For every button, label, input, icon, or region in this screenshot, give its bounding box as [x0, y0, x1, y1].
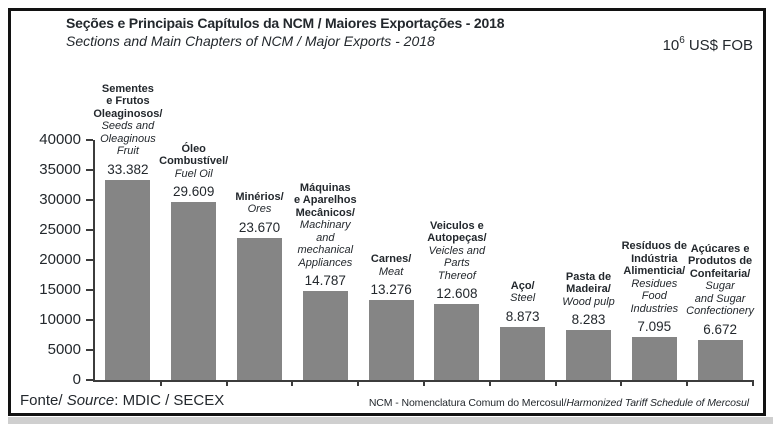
bar-label-en-line: Machinary	[299, 219, 351, 232]
unit-suffix: US$ FOB	[688, 37, 753, 54]
bar-label-10	[668, 243, 772, 337]
x-tick-mark	[226, 380, 228, 386]
bar-label-pt-line: Autopeças/	[427, 232, 487, 245]
source-prefix: Fonte/	[20, 392, 63, 409]
bar-value-label: 8.873	[505, 308, 540, 324]
y-tick-label: 20000	[39, 251, 81, 268]
plot-area	[93, 82, 755, 380]
y-tick-label: 35000	[39, 161, 81, 178]
bar-label-en-line: Oleaginous	[100, 132, 156, 145]
bar-value-label: 8.283	[571, 312, 606, 328]
bar-label-en-line: Food	[641, 290, 667, 303]
ncm-note	[369, 397, 749, 409]
bar-label-pt-line: Produtos de	[688, 255, 753, 268]
unit-base: 10	[662, 37, 680, 54]
y-tick-mark	[86, 319, 93, 321]
x-tick-mark	[357, 380, 359, 386]
ncm-note-regular: NCM - Nomenclatura Comum do Mercosul/	[368, 397, 567, 409]
unit-exponent: 6	[679, 35, 685, 46]
y-tick-mark	[86, 289, 93, 291]
bar-label-en-line: Meat	[378, 265, 404, 278]
bar-label-pt-line: e Aparelhos	[294, 194, 357, 207]
bar-label-pt-line: Resíduos de	[621, 240, 687, 253]
bar-value-label: 29.609	[173, 184, 215, 200]
bar-label-en-line: Thereof	[437, 269, 476, 282]
bar-label-en-line: Veicles and	[428, 244, 486, 257]
y-tick-label: 30000	[39, 191, 81, 208]
y-tick-label: 25000	[39, 221, 81, 238]
ncm-note-italic: Harmonized Tariff Schedule of Mercosul	[566, 397, 749, 409]
bar-label-pt-line: Carnes/	[370, 253, 412, 266]
bar-7	[500, 327, 545, 380]
bar-label-pt-line: Indústria	[631, 252, 678, 265]
bar-label-pt-line: Açúcares e	[690, 242, 750, 255]
bar-label-en-line: and Sugar	[694, 292, 746, 305]
bar-4	[303, 291, 348, 380]
x-tick-mark	[291, 380, 293, 386]
bar-label-en-line: Fuel Oil	[174, 167, 213, 180]
bar-label-en-line: Sugar	[705, 280, 735, 293]
bar-8	[566, 330, 611, 380]
y-tick-mark	[86, 379, 93, 381]
bar-label-pt-line: Confeitaria/	[689, 267, 751, 280]
bar-value-label: 13.276	[370, 282, 412, 298]
bar-label-en-line: mechanical	[297, 244, 354, 257]
bar-value-label: 12.608	[436, 286, 478, 302]
bar-9	[632, 337, 677, 380]
y-tick-mark	[86, 229, 93, 231]
bar-label-pt-line: Aço/	[510, 279, 535, 292]
bar-label-en-line: Appliances	[298, 256, 353, 269]
bar-label-en-line: Wood pulp	[562, 295, 615, 308]
bar-value-label: 7.095	[637, 319, 672, 335]
bar-label-pt-line: Minérios/	[235, 190, 284, 203]
source-word: Source	[66, 392, 115, 409]
bar-label-en-line: and	[316, 231, 335, 244]
bar-5	[369, 300, 414, 380]
bar-1	[105, 180, 150, 380]
bar-label-pt-line: Pasta de	[565, 270, 612, 283]
x-tick-mark	[752, 380, 754, 386]
bar-label-en-line: Steel	[510, 292, 536, 305]
bar-label-pt-line: e Frutos	[106, 95, 150, 108]
bar-label-pt-line: Veiculos e	[429, 219, 484, 232]
bar-10	[698, 340, 743, 380]
x-tick-mark	[686, 380, 688, 386]
bar-label-pt-line: Sementes	[101, 82, 154, 95]
x-tick-mark	[423, 380, 425, 386]
chart-subtitle: Sections and Main Chapters of NCM / Major Exports - 2018	[66, 33, 435, 49]
bar-label-pt-line: Óleo	[181, 142, 206, 155]
source-note	[20, 392, 224, 409]
y-tick-label: 40000	[39, 131, 81, 148]
bar-label-pt-line: Mecânicos/	[295, 206, 355, 219]
unit-label	[663, 36, 753, 54]
y-tick-mark	[86, 199, 93, 201]
bar-value-label: 6.672	[703, 321, 737, 337]
bar-label-en-line: Residues	[631, 277, 678, 290]
x-tick-mark	[620, 380, 622, 386]
bar-value-label: 33.382	[107, 161, 149, 177]
bar-label-pt-line: Combustível/	[159, 155, 229, 168]
y-tick-label: 10000	[39, 311, 81, 328]
bar-value-label: 23.670	[238, 219, 281, 235]
x-tick-mark	[555, 380, 557, 386]
y-tick-mark	[86, 259, 93, 261]
bar-label-en-line: Industries	[630, 302, 679, 315]
y-tick-label: 5000	[47, 341, 81, 358]
y-tick-label: 0	[72, 371, 81, 388]
bar-label-en-line: Parts	[444, 257, 470, 270]
bar-value-label: 14.787	[304, 273, 346, 289]
y-tick-mark	[86, 349, 93, 351]
source-rest: : MDIC / SECEX	[114, 392, 225, 409]
bar-label-pt-line: Máquinas	[299, 181, 351, 194]
chart-title: Seções e Principais Capítulos da NCM / Maiores Exportações - 2018	[66, 15, 505, 31]
page-bottom-shadow	[8, 417, 773, 424]
bar-label-en-line: Seeds and	[101, 120, 155, 133]
bar-label-pt-line: Madeira/	[566, 283, 611, 296]
y-tick-label: 15000	[39, 281, 81, 298]
bar-label-en-line: Ores	[247, 203, 272, 216]
bar-label-pt-line: Alimenticia/	[623, 265, 686, 278]
bar-label-en-line: Confectionery	[686, 305, 755, 318]
bar-label-pt-line: Oleaginosos/	[93, 107, 163, 120]
bar-label-en-line: Fruit	[116, 145, 139, 158]
x-tick-mark	[160, 380, 162, 386]
x-tick-mark	[489, 380, 491, 386]
